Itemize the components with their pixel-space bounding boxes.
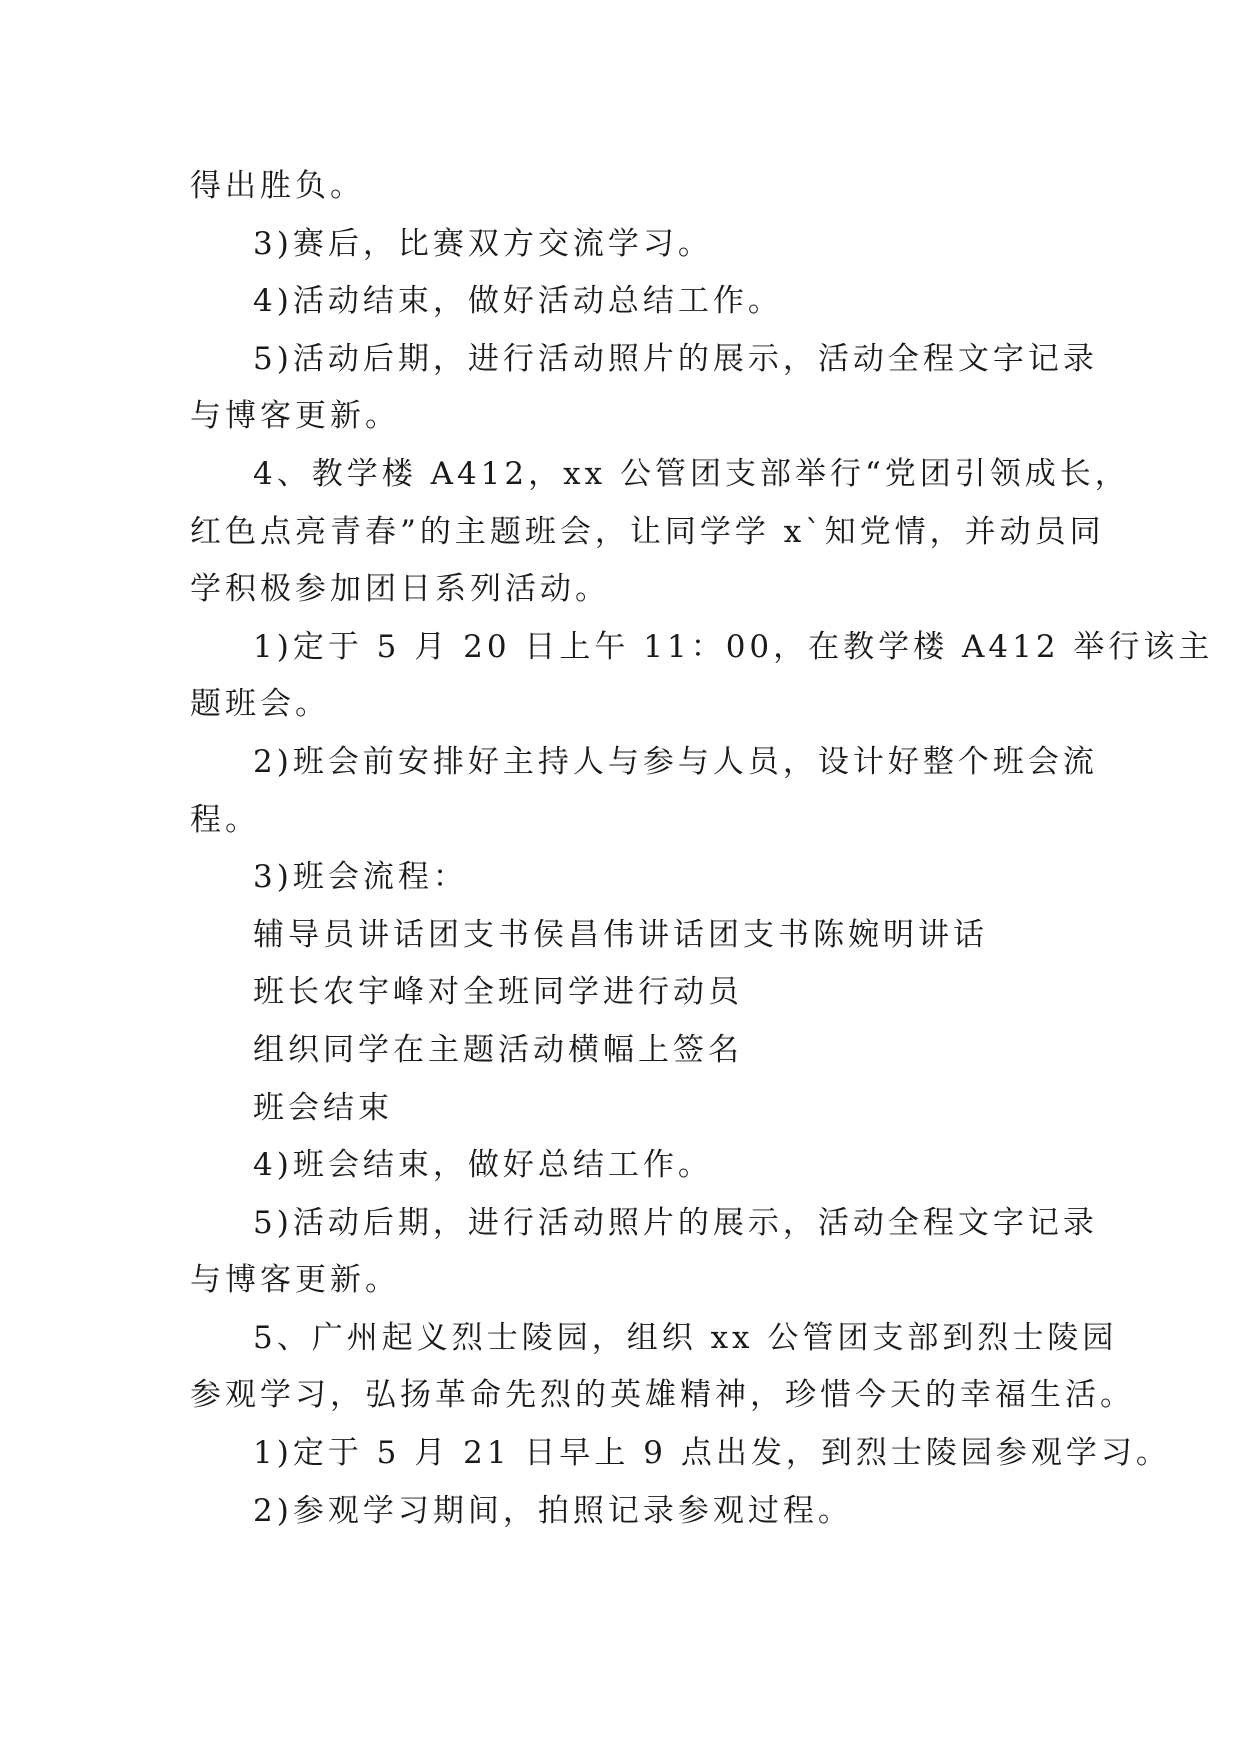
text-line: 红色点亮青春”的主题班会，让同学学 x`知党情，并动员同 <box>190 513 1105 550</box>
text-line: 程。 <box>190 801 260 838</box>
text-line: 2)班会前安排好主持人与参与人员，设计好整个班会流 <box>253 743 1098 780</box>
text-line: 3)班会流程： <box>253 859 468 896</box>
text-line: 4)活动结束，做好活动总结工作。 <box>253 283 783 320</box>
text-line: 与博客更新。 <box>190 398 400 435</box>
text-line: 2)参观学习期间，拍照记录参观过程。 <box>253 1492 853 1529</box>
text-line: 1)定于 5 月 21 日早上 9 点出发，到烈士陵园参观学习。 <box>253 1435 1171 1472</box>
text-line: 4、教学楼 A412，xx 公管团支部举行“党团引领成长， <box>253 455 1130 492</box>
text-line: 得出胜负。 <box>190 168 365 204</box>
document-body <box>190 158 1214 1540</box>
text-line: 1)定于 5 月 20 日上午 11：00，在教学楼 A412 举行该主 <box>253 628 1214 665</box>
text-line: 5)活动后期，进行活动照片的展示，活动全程文字记录 <box>253 340 1098 377</box>
text-line: 4)班会结束，做好总结工作。 <box>253 1147 713 1184</box>
text-line: 3)赛后，比赛双方交流学习。 <box>253 225 713 262</box>
text-line: 题班会。 <box>190 686 330 723</box>
text-line: 辅导员讲话团支书侯昌伟讲话团支书陈婉明讲话 <box>253 916 988 953</box>
text-line: 5)活动后期，进行活动照片的展示，活动全程文字记录 <box>253 1204 1098 1241</box>
text-line: 组织同学在主题活动横幅上签名 <box>253 1031 743 1068</box>
text-line: 班长农宇峰对全班同学进行动员 <box>253 974 743 1011</box>
text-line: 学积极参加团日系列活动。 <box>190 571 610 608</box>
text-line: 参观学习，弘扬革命先烈的英雄精神，珍惜今天的幸福生活。 <box>190 1377 1135 1414</box>
text-line: 与博客更新。 <box>190 1262 400 1299</box>
text-line: 班会结束 <box>253 1089 393 1126</box>
text-line: 5、广州起义烈士陵园，组织 xx 公管团支部到烈士陵园 <box>253 1319 1118 1356</box>
